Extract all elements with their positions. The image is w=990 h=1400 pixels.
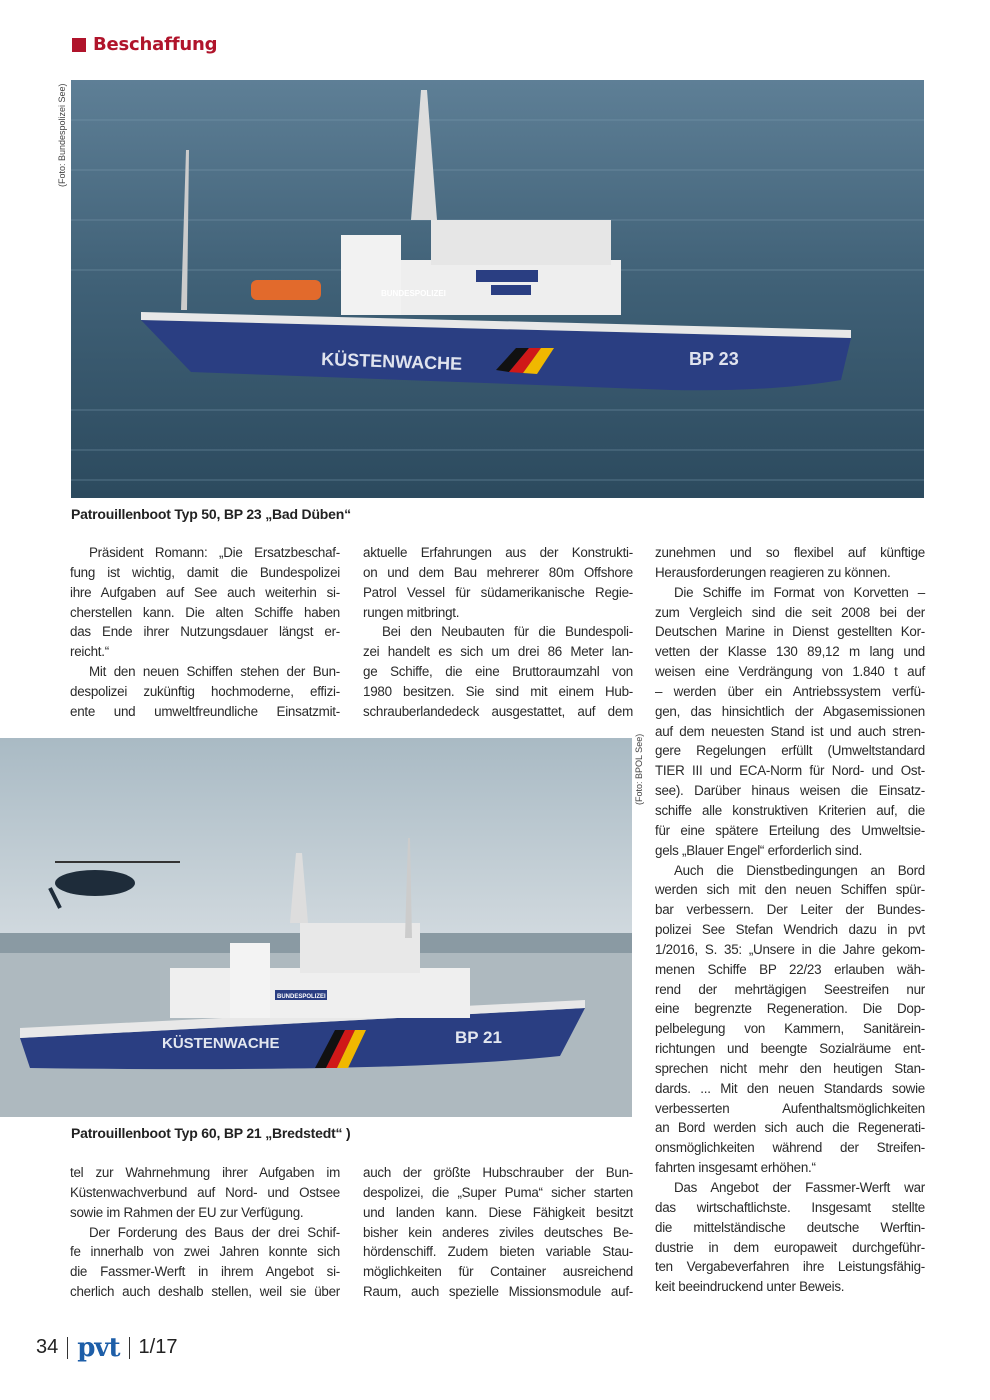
issue-number: 1/17 — [138, 1336, 178, 1358]
text-line: gels „Blauer Engel“ erforderlich sind. — [655, 842, 863, 858]
paragraph — [655, 1178, 925, 1297]
paragraph — [655, 543, 925, 583]
text-line: Der Forderung des Baus der drei Schif- — [89, 1224, 340, 1240]
divider — [129, 1337, 130, 1359]
text-line: werden sich mit den neuen Schiffen spür- — [655, 882, 925, 898]
text-line: Raum, auch spezielle Missionsmodule auf- — [363, 1284, 633, 1300]
section-marker — [72, 38, 86, 52]
text-line: zum Vergleich sind die seit 2008 bei der — [655, 604, 925, 620]
text-line: Herausforderungen reagieren zu können. — [655, 564, 891, 580]
photo-caption: Patrouillenboot Typ 50, BP 23 „Bad Düben“ — [71, 506, 351, 522]
text-line: Das Angebot der Fassmer-Werft war — [674, 1180, 925, 1195]
text-line: sowie im Rahmen der EU zur Verfügung. — [70, 1204, 304, 1220]
text-line: möglichkeiten für Container ausreichend — [363, 1264, 633, 1280]
text-line: gen, das hinsichtlich der Abgasemissionen — [655, 703, 925, 719]
text-line: despolizei, die „Super Puma“ sicher starten — [363, 1184, 633, 1200]
text-line: fe innerhalb von zwei Jahren konnte sich — [70, 1244, 340, 1260]
text-line: cherstellen kann. Die alten Schiffe haben — [70, 604, 340, 620]
text-line: Patrol Vessel für südamerikanische Regie- — [363, 584, 633, 600]
text-line: on und dem Bau mehrerer 80m Offshore — [363, 564, 633, 580]
text-line: vetten der Klasse 130 89,12 m lang und — [655, 644, 925, 660]
text-line: rend der mehrtägigen Seestreifen nur — [655, 981, 925, 997]
bridge-lettering: BUNDESPOLIZEI — [381, 289, 446, 298]
text-line: schiffe alle konstruktiven Kriterien auf, die — [655, 802, 925, 818]
page-footer — [36, 1332, 178, 1363]
text-line: ten Vergabeverfahren ihre Leistungsfähig- — [655, 1259, 925, 1275]
section-title: Beschaffung — [93, 34, 218, 55]
hull-number: BP 23 — [689, 349, 739, 369]
text-line: menen Schiffe BP 22/23 erlauben wäh- — [655, 961, 925, 977]
hull-lettering: KÜSTENWACHE — [320, 349, 463, 374]
text-line: Die Schiffe im Format von Korvetten – — [674, 584, 925, 600]
ship-photo-bp23 — [71, 80, 924, 498]
text-line: die Fassmer-Werft in ihrem Angebot si- — [70, 1264, 340, 1280]
paragraph — [655, 583, 925, 861]
page-number: 34 — [36, 1336, 59, 1358]
text-line: TIER III und ECA-Norm für Nord- und Ost- — [655, 763, 925, 779]
text-line: fahrten insgesamt erhöhen.“ — [655, 1160, 816, 1176]
bridge-lettering: BUNDESPOLIZEI — [277, 994, 326, 1000]
text-line: verbesserten Aufenthaltsmöglichkeiten — [655, 1100, 925, 1116]
text-line: polizei See Stefan Wendrich dazu in pvt — [655, 922, 925, 938]
photo-caption: Patrouillenboot Typ 60, BP 21 „Bredstedt“ ) — [71, 1125, 351, 1141]
text-line: Auch die Dienstbedingungen an Bord — [674, 862, 925, 878]
text-line: das Ende ihrer Nutzungsdauer längst er- — [70, 624, 340, 640]
text-line: eine begrenzte Regeneration. Die Dop- — [655, 1001, 925, 1017]
text-line: ente und umweltfreundliche Einsatzmit- — [70, 703, 340, 719]
paragraph — [70, 543, 340, 662]
text-line: Präsident Romann: „Die Ersatzbeschaf- — [89, 545, 340, 560]
paragraph — [363, 622, 633, 721]
text-line: hördenschiff. Zudem bieten variable Stau- — [363, 1244, 633, 1260]
section-heading — [72, 34, 217, 55]
text-line: die mittelständische deutsche Werftin- — [655, 1219, 925, 1235]
text-line: Mit den neuen Schiffen stehen der Bun- — [89, 664, 340, 680]
text-line: bar verbessern. Der Leiter der Bundes- — [655, 902, 925, 918]
text-line: pelbelegung von Kammern, Sanitärein- — [655, 1021, 925, 1037]
text-line: – werden über ein Antriebssystem verfü- — [655, 683, 925, 699]
text-line: despolizei zukünftig hochmoderne, effizi- — [70, 683, 340, 699]
text-line: weisen eine Verdrängung von 1.840 t auf — [655, 664, 925, 680]
text-line: das wirtschaftlichste. Insgesamt stellte — [655, 1199, 925, 1215]
text-line: tel zur Wahrnehmung ihrer Aufgaben im — [70, 1165, 340, 1180]
text-line: schrauberlandedeck ausgestattet, auf dem — [363, 703, 633, 719]
text-line: fung ist wichtig, damit die Bundespolizei — [70, 564, 340, 580]
paragraph — [70, 1163, 340, 1223]
text-line: reicht.“ — [70, 644, 109, 660]
photo-credit: (Foto: Bundespolizei See) — [57, 83, 67, 187]
ship-photo-bp21 — [0, 738, 632, 1117]
text-line: cherlich auch deshalb stellen, weil sie über — [70, 1284, 340, 1300]
text-line: aktuelle Erfahrungen aus der Konstrukti- — [363, 545, 633, 560]
text-line: an Bord werden sich auch die Regenerati- — [655, 1120, 925, 1136]
text-line: Bei den Neubauten für die Bundespoli- — [382, 624, 633, 640]
text-line: sprechen nicht mehr den heutigen Stan- — [655, 1060, 925, 1076]
text-column — [655, 543, 925, 1297]
paragraph — [363, 543, 633, 622]
text-column — [70, 543, 340, 722]
text-line: zei handelt es sich um drei 86 Meter lan- — [363, 644, 633, 660]
text-line: richtungen und beengte Sozialräume ent- — [655, 1041, 925, 1057]
text-line: ihre Aufgaben auf See auch weiterhin si- — [70, 584, 340, 600]
text-line: auch der größte Hubschrauber der Bun- — [363, 1165, 633, 1180]
text-line: zunehmen und so flexibel auf künftige — [655, 545, 925, 560]
text-line: keit beeindruckend unter Beweis. — [655, 1279, 845, 1295]
paragraph — [655, 861, 925, 1179]
text-line: onsmöglichkeiten während der Streifen- — [655, 1140, 925, 1156]
text-line: ge Schiffe, die eine Bruttoraumzahl von — [363, 664, 633, 680]
text-line: auf dem neuesten Stand ist und auch stren- — [655, 723, 925, 739]
text-line: Küstenwachverbund auf Nord- und Ostsee — [70, 1184, 340, 1200]
paragraph — [70, 1223, 340, 1302]
text-column — [70, 1163, 340, 1302]
text-line: für eine spätere Erteilung des Umweltsie- — [655, 822, 925, 838]
text-line: see). Darüber hinaus weisen die Einsatz- — [655, 783, 925, 799]
photo-credit: (Foto: BPOL See) — [634, 733, 644, 805]
text-column — [363, 1163, 633, 1302]
text-line: 1/2016, S. 35: „Unsere in die Jahre gekom- — [655, 941, 925, 957]
divider — [67, 1337, 68, 1359]
magazine-logo: pvt — [77, 1332, 120, 1363]
text-column — [363, 543, 633, 722]
text-line: und landen kann. Diese Fähigkeit besitzt — [363, 1204, 633, 1220]
text-line: dustrie in dem europaweit durchgeführ- — [655, 1239, 925, 1255]
hull-lettering: KÜSTENWACHE — [162, 1035, 280, 1052]
text-line: rungen mitbringt. — [363, 604, 460, 620]
text-line: bisher kein anderes ziviles deutsches Be- — [363, 1224, 633, 1240]
text-line: 1980 besitzen. Sie sind mit einem Hub- — [363, 683, 633, 699]
hull-number: BP 21 — [455, 1028, 502, 1047]
text-line: gere Regelungen erfüllt (Umweltstandard — [655, 743, 925, 759]
paragraph — [70, 662, 340, 722]
paragraph — [363, 1163, 633, 1302]
text-line: dards. ... Mit den neuen Standards sowie — [655, 1080, 925, 1096]
text-line: Deutschen Marine in Dienst gestellten Kor- — [655, 624, 925, 640]
